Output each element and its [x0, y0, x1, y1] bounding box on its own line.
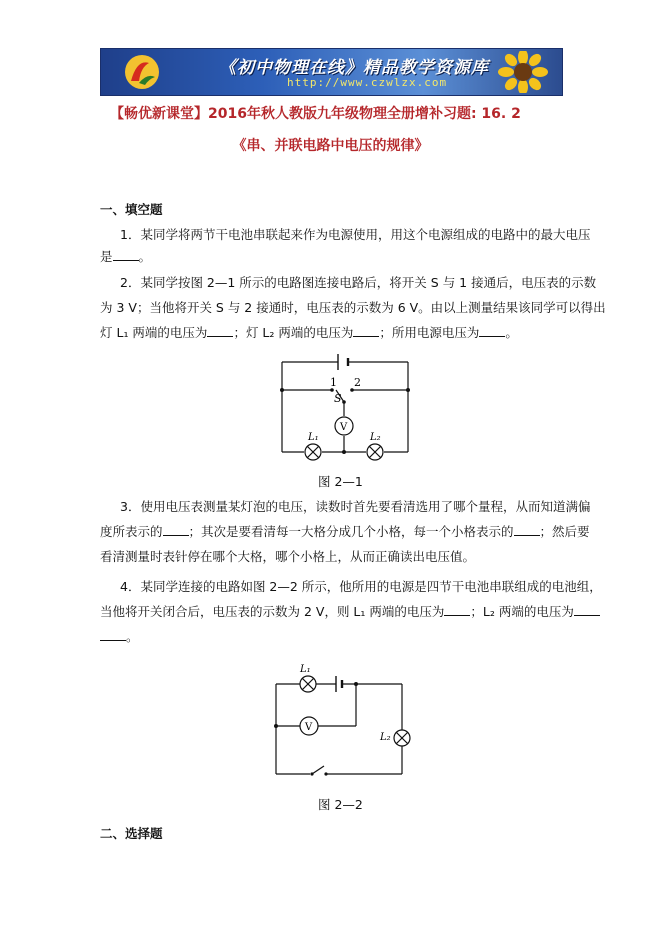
- answer-blank[interactable]: [353, 325, 379, 337]
- q2-text-d: 。: [505, 325, 518, 340]
- fig1-voltmeter-label: V: [340, 422, 348, 433]
- q3-text-c: ；然后要: [539, 524, 590, 539]
- answer-blank[interactable]: [207, 325, 233, 337]
- fig1-l2-label: L₂: [370, 432, 381, 443]
- answer-blank[interactable]: [100, 629, 126, 641]
- q1-line1: 1．某同学将两节干电池串联起来作为电源使用，用这个电源组成的电路中的最大电压: [120, 227, 591, 242]
- q4-text-a: 当他将开关闭合后，电压表的示数为 2 V，则 L₁ 两端的电压为: [100, 604, 445, 619]
- page-subtitle: 《串、并联电路中电压的规律》: [232, 138, 429, 154]
- fig2-l2-label: L₂: [380, 732, 391, 743]
- banner-title: 《初中物理在线》精品教学资源库: [219, 58, 489, 78]
- section-heading-multiple-choice: 二、选择题: [100, 826, 163, 841]
- answer-blank[interactable]: [444, 604, 470, 616]
- q4-text-b: ；L₂ 两端的电压为: [470, 604, 574, 619]
- q4-text-c: 。: [126, 629, 139, 644]
- q3-line3: 看清测量时表针停在哪个大格，哪个小格上，从而正确读出电压值。: [100, 549, 476, 564]
- fig1-switch-label: S: [334, 392, 342, 405]
- q3-text-a: 度所表示的: [100, 524, 163, 539]
- header-banner: [100, 48, 563, 96]
- answer-blank[interactable]: [163, 524, 189, 536]
- answer-blank[interactable]: [514, 524, 540, 536]
- fig2-voltmeter-label: V: [305, 722, 313, 733]
- q2-line2: 为 3 V；当他将开关 S 与 2 接通时，电压表的示数为 6 V。由以上测量结果该同学可以得出: [100, 300, 606, 315]
- q4-line3: [100, 627, 139, 645]
- circuit-diagram-2-2: [268, 660, 418, 782]
- fig1-l1-label: L₁: [308, 432, 319, 443]
- q3-line1: 3．使用电压表测量某灯泡的电压，读数时首先要看清选用了哪个量程，从而知道满偏: [120, 499, 591, 514]
- q3-text-b: ；其次是要看清每一大格分成几个小格，每一个小格表示的: [188, 524, 514, 539]
- q1-text-b: 。: [138, 249, 152, 264]
- section-heading-fill-blank: 一、填空题: [100, 202, 163, 217]
- q1-line2: [100, 247, 151, 265]
- banner-url: http://www.czwlzx.com: [287, 76, 448, 89]
- fig2-caption: 图 2—2: [318, 797, 363, 812]
- sunflower-icon: [492, 51, 554, 93]
- q2-text-b: ；灯 L₂ 两端的电压为: [233, 325, 354, 340]
- fig2-l1-label: L₁: [300, 664, 311, 675]
- q3-line2: [100, 522, 590, 540]
- answer-blank[interactable]: [113, 249, 139, 261]
- answer-blank[interactable]: [574, 604, 600, 616]
- q2-text-c: ；所用电源电压为: [379, 325, 480, 340]
- site-logo-icon: [123, 53, 161, 91]
- circuit-diagram-2-1: [270, 350, 420, 465]
- q4-line2: [100, 602, 600, 620]
- page-title: 【畅优新课堂】2016年秋人教版九年级物理全册增补习题: 16. 2: [110, 106, 521, 122]
- fig1-contact-2-label: 2: [354, 376, 361, 389]
- fig1-contact-1-label: 1: [330, 376, 337, 389]
- q1-text-a: 是: [100, 249, 113, 264]
- fig1-caption: 图 2—1: [318, 474, 363, 489]
- q2-line3: [100, 323, 518, 341]
- q4-line1: 4．某同学连接的电路如图 2—2 所示，他所用的电源是四节干电池串联组成的电池组，: [120, 579, 602, 594]
- q2-text-a: 灯 L₁ 两端的电压为: [100, 325, 208, 340]
- q2-line1: 2．某同学按图 2—1 所示的电路图连接电路后，将开关 S 与 1 接通后，电压表的示数: [120, 275, 597, 290]
- answer-blank[interactable]: [479, 325, 505, 337]
